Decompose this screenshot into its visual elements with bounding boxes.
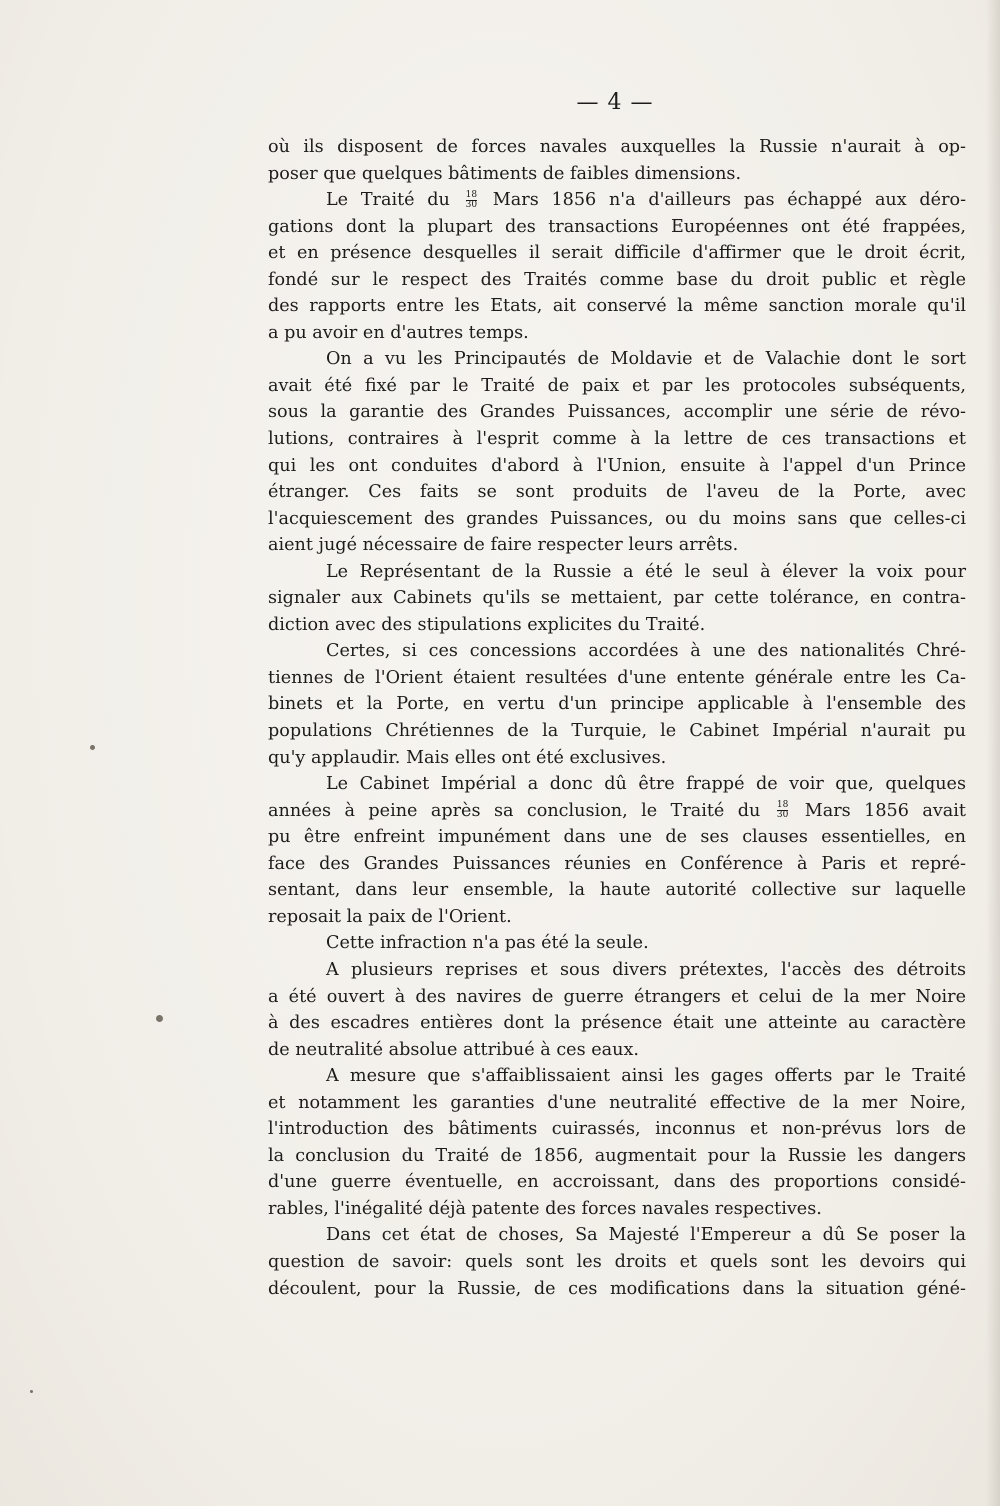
text-line: qui les ont conduites d'abord à l'Union, ensuite à l'appel d'un Prince: [268, 455, 966, 476]
text-line: découlent, pour la Russie, de ces modifications dans la situation géné-: [268, 1278, 966, 1299]
speck-mark: [90, 745, 95, 750]
text-line: a été ouvert à des navires de guerre étrangers et celui de la mer Noire: [268, 986, 966, 1007]
text-segment: Mars 1856 avait: [804, 800, 966, 821]
text-line: aient jugé nécessaire de faire respecter leurs arrêts.: [268, 535, 739, 556]
text-line: question de savoir: quels sont les droits et quels sont les devoirs qui: [268, 1251, 966, 1272]
text-line: et en présence desquelles il serait difficile d'affirmer que le droit écrit,: [268, 243, 966, 264]
text-line: des rapports entre les Etats, ait conservé la même sanction morale qu'il: [268, 296, 966, 317]
text-line: diction avec des stipulations explicites du Traité.: [268, 614, 706, 635]
text-line: sous la garantie des Grandes Puissances, accomplir une série de révo-: [268, 402, 966, 423]
fraction-numerator: 18: [465, 189, 478, 200]
text-line: [268, 798, 966, 825]
text-line: pu être enfreint impunément dans une de ses clauses essentielles, en: [268, 827, 966, 848]
text-line: [268, 187, 966, 214]
text-segment: Mars 1856 n'a d'ailleurs pas échappé aux déro-: [492, 190, 967, 211]
page-edge-shadow: [986, 0, 1000, 1506]
text-line: lutions, contraires à l'esprit comme à la lettre de ces transactions et: [268, 429, 966, 450]
text-line: avait été fixé par le Traité de paix et par les protocoles subséquents,: [268, 375, 966, 396]
text-line: A mesure que s'affaiblissaient ainsi les gages offerts par le Traité: [326, 1066, 966, 1087]
text-line: qu'y applaudir. Mais elles ont été exclusives.: [268, 747, 667, 768]
fraction-numerator: 18: [776, 800, 789, 811]
text-line: l'introduction des bâtiments cuirassés, inconnus et non-prévus lors de: [268, 1119, 966, 1140]
text-line: la conclusion du Traité de 1856, augmentait pour la Russie les dangers: [268, 1145, 966, 1166]
date-fraction: [777, 801, 788, 820]
text-line: Dans cet état de choses, Sa Majesté l'Empereur a dû Se poser la: [326, 1225, 966, 1246]
text-line: a pu avoir en d'autres temps.: [268, 322, 529, 343]
body-text: [268, 134, 966, 1302]
text-line: sentant, dans leur ensemble, la haute autorité collective sur laquelle: [268, 880, 966, 901]
text-line: reposait la paix de l'Orient.: [268, 906, 512, 927]
text-line: et notamment les garanties d'une neutralité effective de la mer Noire,: [268, 1092, 966, 1113]
text-line: A plusieurs reprises et sous divers prétextes, l'accès des détroits: [326, 959, 966, 980]
text-line: où ils disposent de forces navales auxquelles la Russie n'aurait à op-: [268, 137, 966, 157]
text-line: de neutralité absolue attribué à ces eaux.: [268, 1039, 639, 1060]
text-line: Le Cabinet Impérial a donc dû être frappé de voir que, quelques: [326, 774, 966, 795]
speck-mark: [30, 1390, 33, 1393]
text-line: Certes, si ces concessions accordées à une des nationalités Chré-: [326, 641, 966, 662]
date-fraction: [466, 191, 477, 210]
text-line: gations dont la plupart des transactions Européennes ont été frappées,: [268, 216, 966, 237]
fraction-denominator: 30: [465, 199, 478, 210]
text-line: populations Chrétiennes de la Turquie, le Cabinet Impérial n'aurait pu: [268, 721, 966, 742]
text-line: étranger. Ces faits se sont produits de l'aveu de la Porte, avec: [268, 482, 966, 503]
text-line: On a vu les Principautés de Moldavie et de Valachie dont le sort: [326, 349, 966, 370]
text-line: rables, l'inégalité déjà patente des forces navales respectives.: [268, 1198, 822, 1219]
fraction-denominator: 30: [776, 810, 789, 821]
text-line: binets et la Porte, en vertu d'un principe applicable à l'ensemble des: [268, 694, 966, 715]
text-line: face des Grandes Puissances réunies en Conférence à Paris et repré-: [268, 853, 966, 874]
text-line: à des escadres entières dont la présence était une atteinte au caractère: [268, 1013, 966, 1034]
speck-mark: [156, 1015, 163, 1022]
text-segment: années à peine après sa conclusion, le Traité du: [268, 800, 761, 821]
text-line: signaler aux Cabinets qu'ils se mettaient, par cette tolérance, en contra-: [268, 588, 966, 609]
text-line: fondé sur le respect des Traités comme base du droit public et règle: [268, 269, 966, 290]
text-line: poser que quelques bâtiments de faibles dimensions.: [268, 163, 742, 184]
text-line: tiennes de l'Orient étaient resultées d'une entente générale entre les Ca-: [268, 667, 966, 688]
text-line: Le Représentant de la Russie a été le seul à élever la voix pour: [326, 561, 966, 582]
text-line: Cette infraction n'a pas été la seule.: [326, 933, 649, 954]
page-number: — 4 —: [576, 90, 654, 115]
text-segment: Le Traité du: [326, 190, 450, 211]
text-line: d'une guerre éventuelle, en accroissant, dans des proportions considé-: [268, 1172, 966, 1193]
text-line: l'acquiescement des grandes Puissances, ou du moins sans que celles-ci: [268, 508, 966, 529]
